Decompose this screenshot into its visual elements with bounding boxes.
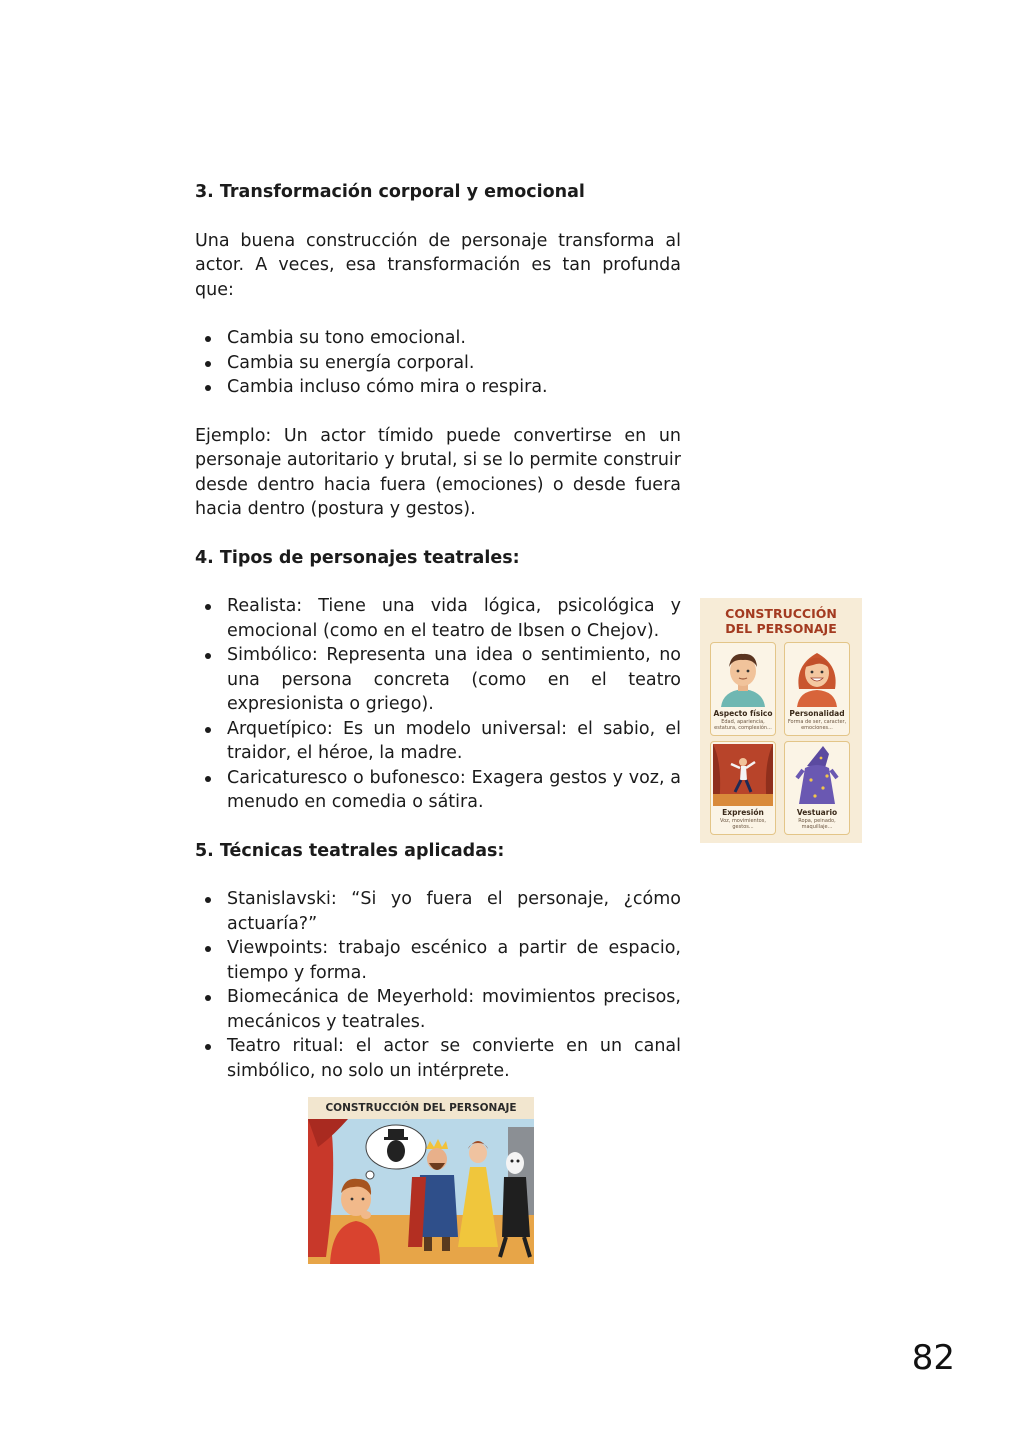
- section-4-list: [195, 594, 681, 815]
- list-item: Cambia su energía corporal.: [195, 351, 681, 376]
- wizard-costume-icon: [787, 744, 847, 806]
- infographic-cell-costume: [784, 741, 850, 835]
- infographic-cell-physical: [710, 642, 776, 736]
- man-face-icon: [713, 645, 773, 707]
- list-item: Caricaturesco o bufonesco: Exagera gestos y voz, a menudo en comedia o sátira.: [195, 766, 681, 815]
- character-construction-infographic: [700, 598, 862, 843]
- cell-label: Aspecto físico: [713, 709, 773, 718]
- illustration-title: CONSTRUCCIÓN DEL PERSONAJE: [325, 1102, 517, 1114]
- list-item: Viewpoints: trabajo escénico a partir de espacio, tiempo y forma.: [195, 936, 681, 985]
- stage-scene-picture: [308, 1097, 534, 1264]
- section-5-heading: 5. Técnicas teatrales aplicadas:: [195, 840, 505, 861]
- list-item: Simbólico: Representa una idea o sentimiento, no una persona concreta (como en el teatro expresionista o griego).: [195, 643, 681, 717]
- cell-sub: Ropa, peinado, maquillaje...: [798, 818, 836, 830]
- list-item: Biomecánica de Meyerhold: movimientos precisos, mecánicos y teatrales.: [195, 985, 681, 1034]
- section-3-example: Ejemplo: Un actor tímido puede convertirse en un personaje autoritario y brutal, si se lo permite construir desde dentro hacia fuera (emociones) o desde fuera hacia dentro (postura y gestos).: [195, 425, 681, 519]
- infographic-cell-expression: [710, 741, 776, 835]
- list-item: Realista: Tiene una vida lógica, psicológica y emocional (como en el teatro de Ibsen o Chejov).: [195, 594, 681, 643]
- infographic-title-line-1: CONSTRUCCIÓN: [725, 606, 837, 621]
- list-item: Arquetípico: Es un modelo universal: el sabio, el traidor, el héroe, la madre.: [195, 717, 681, 766]
- section-3-list: [195, 326, 681, 400]
- section-5-list: [195, 887, 681, 1083]
- section-3-intro: Una buena construcción de personaje transforma al actor. A veces, esa transformación es tan profunda que:: [195, 230, 681, 300]
- list-item: Stanislavski: “Si yo fuera el personaje, ¿cómo actuaría?”: [195, 887, 681, 936]
- cell-label: Vestuario: [796, 808, 838, 817]
- infographic-title: [700, 606, 862, 636]
- actor-on-stage-icon: [713, 744, 773, 806]
- infographic-title-line-2: DEL PERSONAJE: [725, 621, 837, 636]
- cell-sub: Edad, apariencia, estatura, complexión...: [714, 719, 772, 731]
- woman-face-icon: [787, 645, 847, 707]
- list-item: Teatro ritual: el actor se convierte en un canal simbólico, no solo un intérprete.: [195, 1034, 681, 1083]
- cell-sub: Voz, movimientos, gestos...: [720, 818, 766, 830]
- section-3-heading: 3. Transformación corporal y emocional: [195, 182, 585, 202]
- list-item: Cambia su tono emocional.: [195, 326, 681, 351]
- list-item: Cambia incluso cómo mira o respira.: [195, 375, 681, 400]
- stage-scene-illustration: [308, 1097, 534, 1264]
- page-number: 82: [911, 1338, 955, 1378]
- infographic-cell-personality: [784, 642, 850, 736]
- cell-label: Expresión: [722, 808, 764, 817]
- section-3: [195, 180, 681, 1083]
- cell-sub: Forma de ser, caracter, emociones...: [787, 719, 847, 731]
- cell-label: Personalidad: [789, 709, 845, 718]
- section-4-heading: 4. Tipos de personajes teatrales:: [195, 547, 520, 568]
